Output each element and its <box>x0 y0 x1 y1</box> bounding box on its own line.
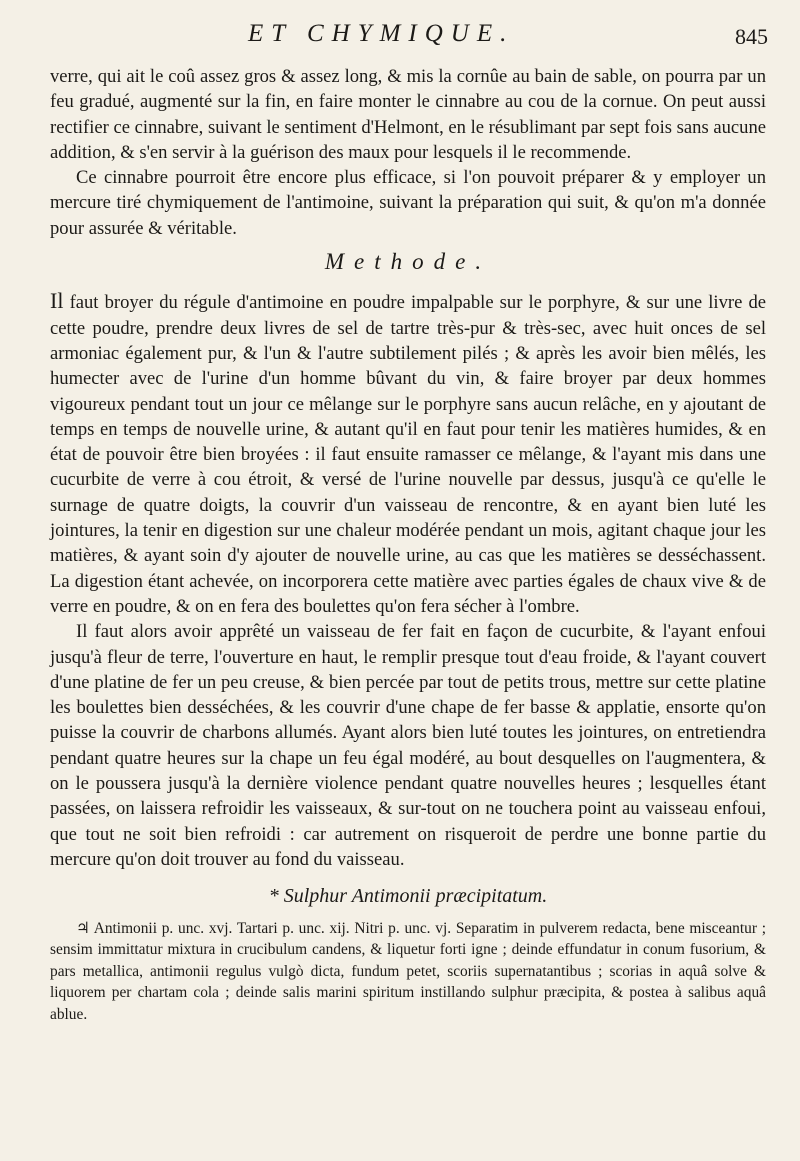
dropcap: Il <box>50 288 64 314</box>
method-paragraph-1-text: faut broyer du régule d'antimoine en poudre impalpable sur le porphyre, & sur une livre de cette poudre, prendre deux livres de sel de tartre très-pur & très-sec, avec huit onces de sel armoniac également pur, & l'un & l'autre subtilement pilés ; & après les avoir bien mêlés, les humecter avec de l'urine d'un homme bûvant du vin, & faire broyer par deux hommes vigoureux pendant tout un jour ce mêlange sur le porphyre sans aucun relâche, en y ajoutant de temps en temps de nouvelle urine, & autant qu'il en faut pour tenir les matières humides, & en état de pouvoir être bien broyées : il faut ensuite ramasser ce mêlange, & l'ayant mis dans une cucurbite de verre à cou étroit, & versé de l'urine nouvelle par dessus, jusqu'à ce qu'elle le surnage de quatre doigts, la couvrir d'un vaisseau de rencontre, & en ayant bien luté les jointures, la tenir en digestion sur une chaleur modérée pendant un mois, agitant chaque jour les matières, & ayant soin d'y ajouter de nouvelle urine, au cas que les matières se desséchassent. La digestion étant achevée, on incorporera cette matière avec parties égales de chaux vive & de verre en poudre, & on en fera des boulettes qu'on fera sécher à l'ombre. <box>50 292 766 617</box>
footnote-text: ♃ Antimonii p. unc. xvj. Tartari p. unc. xij. Nitri p. unc. vj. Separatim in pulverem redacta, bene misceantur ; sensim immittatur mixtura in crucibulum candens, & liquetur forti igne ; deinde effundatur in conum fusorium, & pars metallica, antimonii regulus vulgò dicta, fundum petet, scoriis supernatantibus ; scorias in aquâ solve & liquorem per chartam cola ; deinde salis marini spiritum instillando sulphur præcipita, & postea à salibus aquâ ablue. <box>50 919 766 1023</box>
body-text <box>50 64 766 1025</box>
method-paragraph-2: Il faut alors avoir apprêté un vaisseau de fer fait en façon de cucurbite, & l'ayant enfoui jusqu'à fleur de terre, l'ouverture en haut, le remplir presque tout d'eau froide, & l'ayant couvert d'une platine de fer un peu creuse, & bien percée par tout de petits trous, mettre sur cette platine les boulettes bien desséchées, & les couvrir d'une chape de fer basse & applatie, ensorte qu'on puisse la couvrir de charbons allumés. Ayant alors bien luté toutes les jointures, on entretiendra pendant quatre heures sur la chape un feu égal modéré, au bout desquelles on l'augmentera, & on le poussera jusqu'à la dernière violence pendant quatre nouvelles heures ; lesquelles étant passées, on laissera refroidir les vaisseaux, & sur-tout on ne touchera point au vaisseau enfoui, que tout ne soit bien refroidi : car autrement on risqueroit de perdre une bonne partie du mercure qu'on doit trouver au fond du vaisseau. <box>50 621 766 870</box>
paragraph-cinnabre: Ce cinnabre pourroit être encore plus efficace, si l'on pouvoit préparer & y employer un mercure tiré chymiquement de l'antimoine, suivant la préparation qui suit, & qu'on m'a donnée pour assurée & véritable. <box>50 167 766 239</box>
section-heading: Methode. <box>324 249 492 275</box>
page-header <box>0 20 800 60</box>
page-number: 845 <box>735 24 768 49</box>
paragraph-continuation: verre, qui ait le coû assez gros & assez long, & mis la cornûe au bain de sable, on pourra par un feu gradué, augmenté sur la fin, en faire monter le cinnabre au cou de la cornue. On peut aussi rectifier ce cinnabre, suivant le sentiment d'Helmont, en le résublimant par sept fois sans aucune addition, & s'en servir à la guérison des maux pour lesquels il le recommende. <box>50 66 766 163</box>
running-title: ET CHYMIQUE. <box>248 20 515 47</box>
footnote-heading: * Sulphur Antimonii præcipitatum. <box>268 885 548 908</box>
method-paragraph-1 <box>50 288 766 619</box>
